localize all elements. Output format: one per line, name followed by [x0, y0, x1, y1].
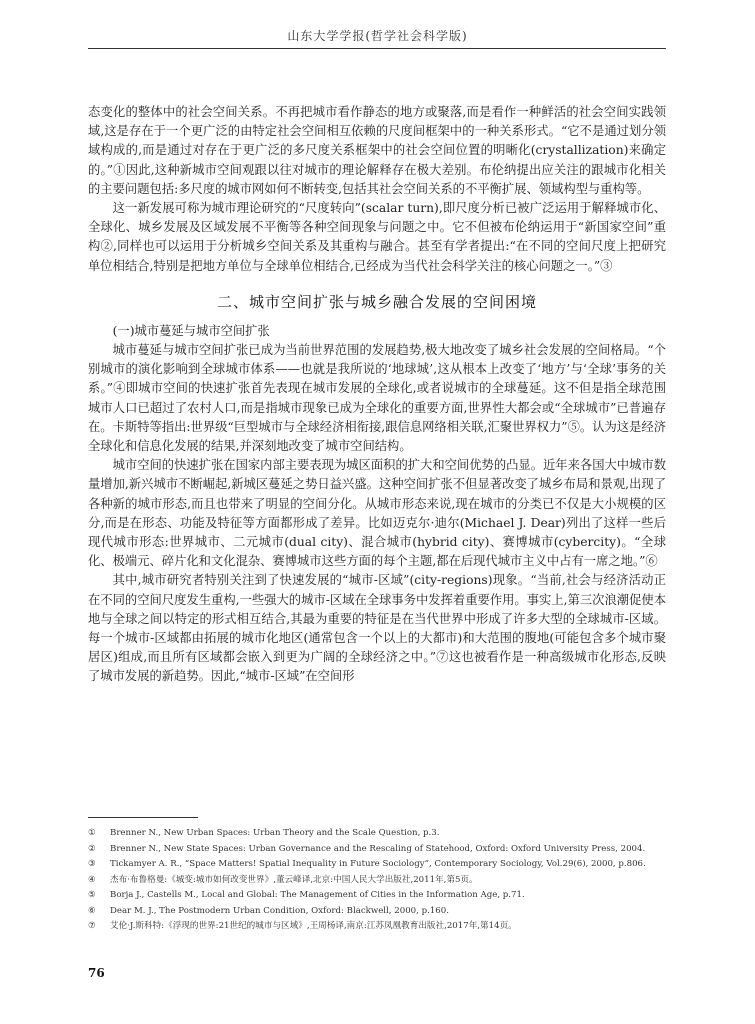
paragraph-2: 这一新发展可称为城市理论研究的“尺度转向”(scalar turn),即尺度分析已被广泛运用于解释城市化、全球化、城乡发展及区域发展不平衡等各种空间现象与问题之中。它不但被布伦纳运用于“新国家空间”重构②,同样也可以运用于分析城乡空间关系及其重构与融合。甚至有学者提出:“在不同的空间尺度上把研究单位相结合,特别是把地方单位与全球单位相结合,已经成为当代社会科学关注的核心问题之一。”③: [88, 201, 666, 273]
footnote-item: [88, 888, 666, 904]
footnote-marker: ⑥: [88, 905, 96, 916]
subsection-title: (一)城市蔓延与城市空间扩张: [112, 323, 270, 338]
footnote-text: Brenner N., New State Spaces: Urban Governance and the Rescaling of Statehood, Oxford: Oxford University Press, 2004.: [110, 843, 646, 854]
footnote-item: [88, 857, 666, 873]
footnote-text: Borja J., Castells M., Local and Global: The Management of Cities in the Information Age, p.71.: [110, 890, 525, 900]
section-title: 二、城市空间扩张与城乡融合发展的空间困境: [216, 292, 537, 311]
footnote-marker: ③: [88, 859, 96, 869]
paragraph-1: 态变化的整体中的社会空间关系。不再把城市看作静态的地方或聚落,而是看作一种鲜活的社会空间实践领域,这是存在于一个更广泛的由特定社会空间相互依赖的尺度间框架中的一种关系形式。“它不是通过划分领域构成的,而是通过对存在于更广泛的多尺度关系框架中的社会空间位置的明晰化(crystallization)来确定的。”①因此,这种新城市空间观跟以往对城市的理论解释存在极大差别。布伦纳提出应关注的跟城市化相关的主要问题包括:多尺度的城市网如何不断转变,包括其社会空间关系的不平衡扩展、领域构型与重构等。: [88, 105, 666, 196]
footnote-text: Tickamyer A. R., “Space Matters! Spatial Inequality in Future Sociology”, Contemporary Sociology, Vol.29(6), 2000, p.806.: [110, 859, 646, 869]
footnotes: [88, 826, 666, 935]
footnote-marker: ⑦: [88, 921, 96, 931]
paragraph-3: 城市蔓延与城市空间扩张已成为当前世界范围的发展趋势,极大地改变了城乡社会发展的空间格局。“个别城市的演化影响到全球城市体系——也就是我所说的‘地球城’,这从根本上改变了‘地方’与‘全球’事务的关系。”④即城市空间的快速扩张首先表现在城市发展的全球化,或者说城市的全球蔓延。这不但是指全球范围城市人口已超过了农村人口,而是指城市现象已成为全球化的重要方面,世界性大都会或“全球城市”已普遍存在。卡斯特等指出:世界级“巨型城市与全球经济相衔接,跟信息网络相关联,汇聚世界权力”⑤。认为这是经济全球化和信息化发展的结果,并深刻地改变了城市空间结构。: [88, 343, 666, 454]
footnote-item: [88, 826, 666, 842]
footnote-item: [88, 873, 666, 889]
body-text: [88, 103, 666, 687]
footnote-marker: ②: [88, 843, 96, 854]
footnote-marker: ④: [88, 874, 96, 885]
footnote-text: Brenner N., New Urban Spaces: Urban Theory and the Scale Question, p.3.: [110, 828, 440, 838]
paragraph-5: 其中,城市研究者特别关注到了快速发展的“城市-区域”(city-regions)现象。“当前,社会与经济活动正在不同的空间尺度发生重构,一些强大的城市-区域在全球事务中发挥着重要作用。事实上,第三次浪潮促使本地与全球之间以特定的形式相互结合,其最为重要的特征是在当代世界中形成了许多大型的全球城市-区域。每一个城市-区域都由拓展的城市化地区(通常包含一个以上的大都市)和大范围的腹地(可能包含多个城市聚居区)组成,而且所有区域都会嵌入到更为广阔的全球经济之中。”⑦这也被看作是一种高级城市化形态,反映了城市发展的新趋势。因此,“城市-区域”在空间形: [88, 573, 666, 684]
footnote-text: 杰布·布鲁格曼:《城变:城市如何改变世界》,董云峰译,北京:中国人民大学出版社,2011年,第5页。: [110, 874, 478, 885]
footnote-marker: ①: [88, 828, 96, 838]
header-rule: [88, 48, 666, 49]
footnote-marker: ⑤: [88, 890, 96, 900]
paragraph-4: 城市空间的快速扩张在国家内部主要表现为城区面积的扩大和空间优势的凸显。近年来各国大中城市数量增加,新兴城市不断崛起,新城区蔓延之势日益兴盛。这种空间扩张不但显著改变了城乡布局和景观,出现了各种新的城市形态,而且也带来了明显的空间分化。从城市形态来说,现在城市的分类已不仅是大小规模的区分,而是在形态、功能及特征等方面都形成了差异。比如迈克尔·迪尔(Michael J. Dear)列出了这样一些后现代城市形态:世界城市、二元城市(dual city)、混合城市(hybrid city)、赛博城市(cybercity)。“全球化、极端元、碎片化和文化混杂、赛博城市这些方面的每个主题,都在后现代城市主义中占有一席之地。”⑥: [88, 458, 666, 569]
footnote-item: [88, 842, 666, 858]
footnote-text: 艾伦·J.斯科特:《浮现的世界:21世纪的城市与区域》,王周杨译,南京:江苏凤凰教育出版社,2017年,第14页。: [110, 921, 517, 931]
page-number: 76: [88, 966, 105, 980]
running-head: 山东大学学报(哲学社会科学版): [287, 29, 468, 43]
footnote-item: [88, 904, 666, 920]
footnote-item: [88, 919, 666, 935]
footnote-rule: [88, 817, 198, 818]
footnote-text: Dear M. J., The Postmodern Urban Condition, Oxford: Blackwell, 2000, p.160.: [110, 905, 449, 916]
